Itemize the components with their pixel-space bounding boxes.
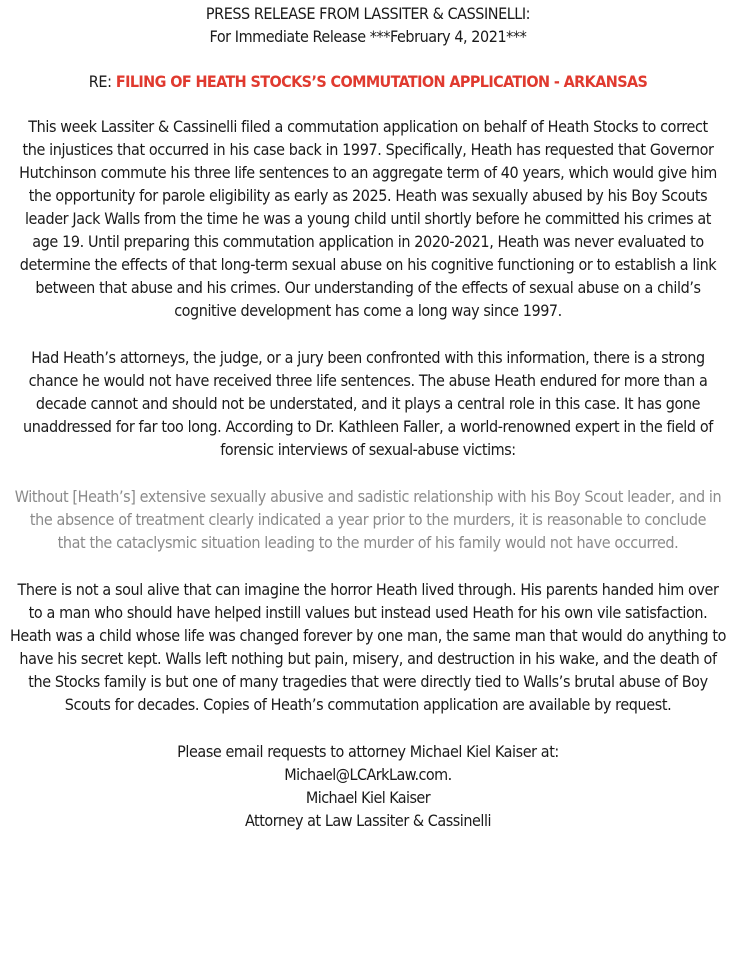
contact-title: Attorney at Law Lassiter & Cassinelli [244,811,492,830]
contact-block [0,740,736,832]
paragraph-line: to a man who should have helped instill values but instead used Heath for his own vile satisfaction. [28,603,708,622]
paragraph-attorneys [0,346,736,461]
paragraph-line: Heath was a child whose life was changed forever by one man, the same man that would do anything to [9,626,727,645]
contact-request-line: Please email requests to attorney Michael Kiel Kaiser at: [177,742,559,761]
subject-line [0,70,736,93]
paragraph-horror [0,578,736,716]
paragraph-line: Had Heath’s attorneys, the judge, or a jury been confronted with this information, there is a strong [31,348,705,367]
paragraph-line: the injustices that occurred in his case back in 1997. Specifically, Heath has requested that Governor [22,140,714,159]
paragraph-line: the Stocks family is but one of many tragedies that were directly tied to Walls’s brutal abuse of Boy [28,672,708,691]
subject-title: FILING OF HEATH STOCKS’S COMMUTATION APPLICATION - ARKANSAS [115,72,648,91]
paragraph-line: Scouts for decades. Copies of Heath’s commutation application are available by request. [64,695,672,714]
release-date-line: For Immediate Release ***February 4, 2021*** [209,27,527,46]
quote-line: the absence of treatment clearly indicated a year prior to the murders, it is reasonable to conclude [29,510,707,529]
paragraph-line: between that abuse and his crimes. Our understanding of the effects of sexual abuse on a child’s [35,278,701,297]
paragraph-line: age 19. Until preparing this commutation application in 2020-2021, Heath was never evaluated to [32,232,704,251]
paragraph-line: chance he would not have received three life sentences. The abuse Heath endured for more than a [28,371,708,390]
paragraph-line: the opportunity for parole eligibility as early as 2025. Heath was sexually abused by his Boy Scouts [28,186,708,205]
expert-quote [0,485,736,554]
press-release-header [0,0,736,48]
paragraph-filing [0,115,736,322]
paragraph-line: cognitive development has come a long way since 1997. [174,301,562,320]
contact-name: Michael Kiel Kaiser [305,788,431,807]
paragraph-line: determine the effects of that long-term sexual abuse on his cognitive functioning or to establish a link [19,255,717,274]
paragraph-line: forensic interviews of sexual-abuse victims: [220,440,516,459]
paragraph-line: unaddressed for far too long. According to Dr. Kathleen Faller, a world-renowned expert in the field of [23,417,713,436]
paragraph-line: leader Jack Walls from the time he was a young child until shortly before he committed his crimes at [24,209,712,228]
paragraph-line: decade cannot and should not be understated, and it plays a central role in this case. It has gone [35,394,701,413]
paragraph-line: There is not a soul alive that can imagine the horror Heath lived through. His parents handed him over [17,580,719,599]
paragraph-line: Hutchinson commute his three life sentences to an aggregate term of 40 years, which would give him [19,163,717,182]
subject-prefix: RE: [88,72,116,91]
header-title: PRESS RELEASE FROM LASSITER & CASSINELLI: [205,4,531,23]
paragraph-line: This week Lassiter & Cassinelli filed a commutation application on behalf of Heath Stocks to correct [28,117,708,136]
quote-line: Without [Heath’s] extensive sexually abusive and sadistic relationship with his Boy Scout leader, and in [14,487,722,506]
contact-email: Michael@LCArkLaw.com. [284,765,452,784]
paragraph-line: have his secret kept. Walls left nothing but pain, misery, and destruction in his wake, and the death of [19,649,717,668]
quote-line: that the cataclysmic situation leading to the murder of his family would not have occurred. [57,533,679,552]
